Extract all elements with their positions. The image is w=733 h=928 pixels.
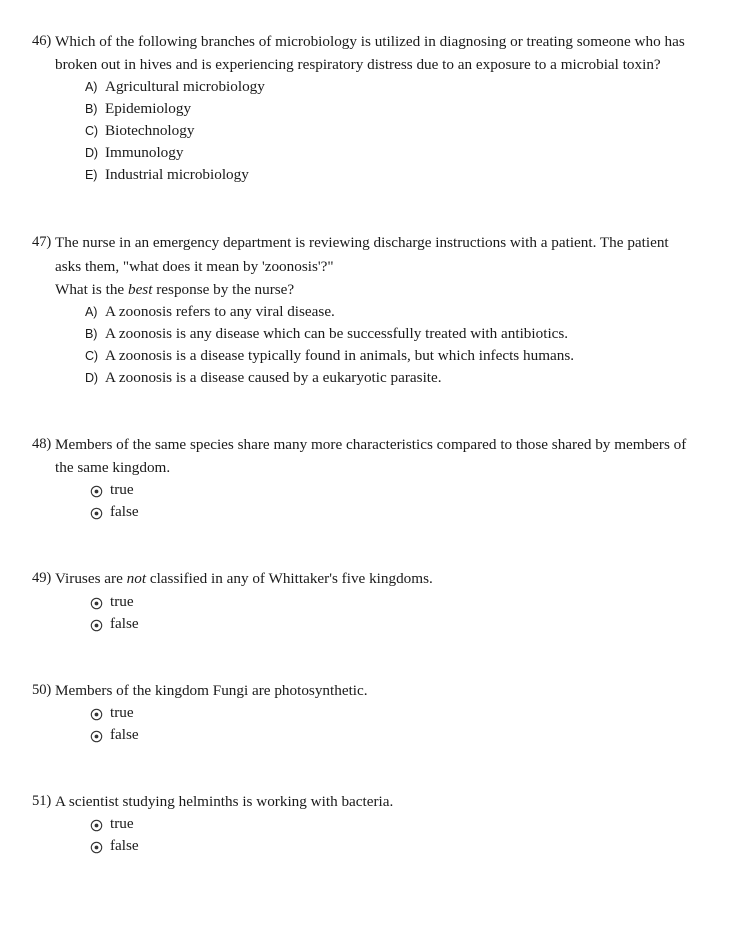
false-option[interactable] — [32, 724, 692, 746]
option-label: A zoonosis is a disease typically found in animals, but which infects humans. — [105, 347, 575, 365]
question-47-text-part1: The nurse in an emergency department is reviewing discharge instructions with a patient. The patient asks them, "what does it mean by 'zoonosis'?" — [55, 234, 669, 275]
question-51-options — [32, 813, 692, 857]
question-46 — [32, 30, 692, 186]
question-51-number: 51) — [32, 792, 52, 809]
radio-bullet-icon[interactable] — [90, 479, 103, 501]
radio-bullet-icon[interactable] — [90, 613, 103, 635]
question-48-stem — [32, 433, 692, 479]
option-label: Agricultural microbiology — [105, 78, 265, 96]
question-46-options — [32, 76, 692, 186]
option-letter: D) — [85, 146, 98, 161]
question-spacer — [32, 186, 692, 231]
question-49-stem — [32, 567, 692, 590]
option-label: false — [110, 503, 139, 521]
question-49-text-before: Viruses are — [55, 570, 127, 588]
radio-bullet-icon[interactable] — [90, 501, 103, 523]
option-label: Industrial microbiology — [105, 166, 249, 184]
option-label: true — [110, 703, 134, 721]
option-item[interactable] — [32, 142, 692, 164]
option-letter: D) — [85, 371, 98, 386]
option-label: Epidemiology — [105, 100, 192, 118]
option-item[interactable] — [32, 164, 692, 186]
question-47-stem — [32, 231, 692, 277]
question-51-text: A scientist studying helminths is working with bacteria. — [55, 792, 394, 810]
option-letter: A) — [85, 305, 98, 320]
option-item[interactable] — [32, 323, 692, 345]
option-letter: A) — [85, 80, 98, 95]
radio-bullet-icon[interactable] — [90, 702, 103, 724]
question-47-stem-line2 — [32, 278, 692, 301]
radio-bullet-icon[interactable] — [90, 835, 103, 857]
option-label: false — [110, 614, 139, 632]
question-spacer — [32, 523, 692, 567]
option-item[interactable] — [32, 345, 692, 367]
true-option[interactable] — [32, 479, 692, 501]
option-label: A zoonosis is any disease which can be successfully treated with antibiotics. — [105, 325, 569, 343]
option-item[interactable] — [32, 98, 692, 120]
question-51-stem — [32, 790, 692, 813]
question-50-options — [32, 702, 692, 746]
option-label: true — [110, 592, 134, 610]
option-letter: B) — [85, 327, 98, 342]
option-label: true — [110, 815, 134, 833]
false-option[interactable] — [32, 613, 692, 635]
option-label: true — [110, 481, 134, 499]
question-47-emphasis: best — [127, 280, 153, 298]
radio-bullet-icon[interactable] — [90, 591, 103, 613]
radio-bullet-icon[interactable] — [90, 813, 103, 835]
option-label: A zoonosis is a disease caused by a eukaryotic parasite. — [105, 369, 442, 387]
question-50-stem — [32, 679, 692, 702]
question-49-text-after: classified in any of Whittaker's five kingdoms. — [146, 570, 433, 588]
option-item[interactable] — [32, 120, 692, 142]
option-letter: C) — [85, 124, 98, 139]
question-46-text: Which of the following branches of microbiology is utilized in diagnosing or treating someone who has broken out in hives and is experiencing respiratory distress due to an exposure to a microbial toxin? — [55, 33, 685, 74]
true-option[interactable] — [32, 813, 692, 835]
question-50 — [32, 679, 692, 746]
question-47 — [32, 231, 692, 389]
option-letter: B) — [85, 102, 98, 117]
question-48-text: Members of the same species share many more characteristics compared to those shared by members of the same kingdom. — [55, 436, 687, 477]
question-47-number: 47) — [32, 234, 52, 251]
option-item[interactable] — [32, 367, 692, 389]
question-49 — [32, 567, 692, 634]
question-50-text: Members of the kingdom Fungi are photosynthetic. — [55, 681, 368, 699]
question-47-text-after: response by the nurse? — [152, 280, 295, 298]
true-option[interactable] — [32, 591, 692, 613]
option-label: false — [110, 725, 139, 743]
question-spacer — [32, 389, 692, 433]
option-item[interactable] — [32, 301, 692, 323]
question-46-number: 46) — [32, 33, 52, 49]
question-48-number: 48) — [32, 436, 52, 453]
question-49-options — [32, 591, 692, 635]
option-label: false — [110, 837, 139, 855]
option-item[interactable] — [32, 76, 692, 98]
option-label: Immunology — [105, 144, 184, 162]
question-50-number: 50) — [32, 681, 52, 698]
option-letter: E) — [85, 168, 98, 183]
question-47-text-before: What is the — [55, 280, 128, 298]
question-48 — [32, 433, 692, 523]
option-label: Biotechnology — [105, 122, 195, 140]
false-option[interactable] — [32, 835, 692, 857]
radio-bullet-icon[interactable] — [90, 724, 103, 746]
option-label: A zoonosis refers to any viral disease. — [105, 303, 335, 321]
question-51 — [32, 790, 692, 857]
question-49-emphasis: not — [126, 570, 147, 588]
question-49-number: 49) — [32, 570, 52, 587]
false-option[interactable] — [32, 501, 692, 523]
question-47-options — [32, 301, 692, 389]
option-letter: C) — [85, 349, 98, 364]
question-spacer — [32, 635, 692, 679]
true-option[interactable] — [32, 702, 692, 724]
question-48-options — [32, 479, 692, 523]
question-46-stem — [32, 30, 692, 76]
question-spacer — [32, 746, 692, 790]
